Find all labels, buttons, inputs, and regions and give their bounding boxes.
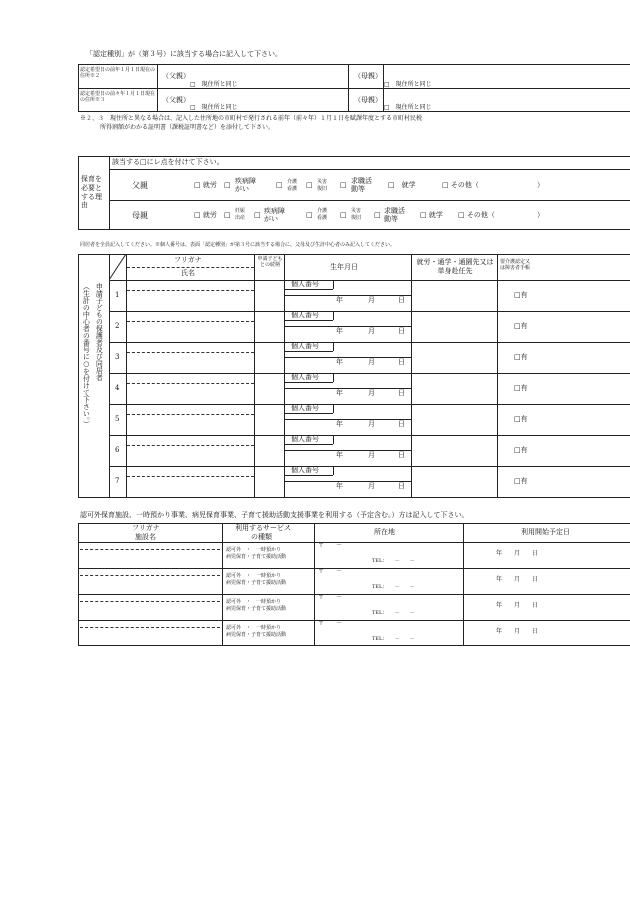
s4-start-date: 年 月 日 <box>496 550 539 557</box>
s2-father-other[interactable]: □ その他（ <box>442 181 479 189</box>
s3-dob-year: 年 <box>336 482 343 490</box>
s3-corner-diagonal <box>109 254 126 280</box>
s3-h-work: 就労・通学・通園先又は単身赴任先 <box>416 258 494 275</box>
s4-svc-line2[interactable]: 病児保育・子育て援助活動 <box>226 606 287 612</box>
s3-dob-day: 日 <box>398 420 405 428</box>
s4-start-date: 年 月 日 <box>496 602 539 609</box>
s2-father-close: ） <box>537 181 544 189</box>
s3-side-label2: 申請子どもの保護者及び同居者 <box>95 283 104 381</box>
s3-dob-year: 年 <box>336 296 343 304</box>
s3-h-name: 氏名 <box>181 269 195 277</box>
s4-tel: TEL： － － <box>372 558 415 564</box>
s2-father-kaigo: 介護看護 <box>287 179 298 192</box>
s3-row-number: 1 <box>115 291 120 299</box>
s3-dob-day: 日 <box>398 296 405 304</box>
s2-mother-kaigo-box[interactable]: □ <box>306 211 313 219</box>
s2-instruction: 該当する□にレ点を付けて下さい。 <box>112 158 224 166</box>
s3-care-checkbox[interactable]: □有 <box>514 291 528 299</box>
s3-care-checkbox[interactable]: □有 <box>514 384 528 392</box>
s3-h-care: 要介護認定又は障害者手帳 <box>499 259 530 272</box>
s3-row-number: 4 <box>115 384 120 392</box>
s3-dob-year: 年 <box>336 389 343 397</box>
s3-care-checkbox[interactable]: □有 <box>514 353 528 361</box>
s3-h-relation: 申請子どもとの続柄 <box>257 256 283 269</box>
s4-svc-line1[interactable]: 認可外 ・ 一時預かり <box>226 599 282 605</box>
s2-mother-shugaku[interactable]: □ 就学 <box>420 211 443 219</box>
s4-postal: 〒 － <box>318 542 343 549</box>
s2-mother-saigai-box[interactable]: □ <box>340 211 347 219</box>
s4-heading: 認可外保育施設、一時預かり事業、病児保育事業、子育て援助活動支援事業を利用する（予定含む。）方は記入して下さい。 <box>80 511 469 519</box>
s2-father-sick-box[interactable]: □ <box>224 181 231 189</box>
s1-note2: 所得割額がわかる証明書（課税証明書など）を添付して下さい。 <box>100 124 275 131</box>
s2-father-shugaku[interactable]: □ 就学 <box>388 181 416 189</box>
s3-side-label: （生計の中心者の番号に○を付けて下さい。） <box>82 283 91 428</box>
s3-kojin-label: 個人番号 <box>291 280 319 288</box>
s3-dob-day: 日 <box>398 451 405 459</box>
s4-h-svc1: 利用するサービス <box>235 524 291 532</box>
s3-dob-day: 日 <box>398 482 405 490</box>
s4-svc-line2[interactable]: 病児保育・子育て援助活動 <box>226 554 287 560</box>
s4-svc-line2[interactable]: 病児保育・子育て援助活動 <box>226 580 287 586</box>
s3-kojin-label: 個人番号 <box>291 373 319 381</box>
s3-kojin-label: 個人番号 <box>291 404 319 412</box>
s2-father-label: 父親 <box>132 181 148 190</box>
s3-row-number: 5 <box>115 415 120 423</box>
s4-h-furigana: フリガナ <box>132 524 160 532</box>
s1-row2-mother: （母親） <box>354 96 382 104</box>
s3-row-number: 3 <box>115 353 120 361</box>
s2-father-kyushoku-box[interactable]: □ <box>340 181 347 189</box>
s3-dob-month: 月 <box>368 482 375 490</box>
s2-side-label: 保育を必要とする理由 <box>81 175 102 210</box>
s1-row2-father-same[interactable]: □ 現住所と同じ <box>190 104 238 111</box>
s4-svc-line2[interactable]: 病児保育・子育て援助活動 <box>226 632 287 638</box>
s1-row2-father: （父親） <box>162 96 190 104</box>
s3-kojin-label: 個人番号 <box>291 466 319 474</box>
s4-start-date: 年 月 日 <box>496 576 539 583</box>
s1-row1-mother-same[interactable]: □ 現住所と同じ <box>384 81 432 88</box>
s2-mother-sick-box[interactable]: □ <box>254 211 261 219</box>
s3-row-number: 7 <box>115 477 120 485</box>
s3-h-dob: 生年月日 <box>330 263 358 271</box>
s3-kojin-label: 個人番号 <box>291 311 319 319</box>
s2-mother-other[interactable]: □ その他（ <box>458 211 495 219</box>
s4-h-addr: 所在地 <box>374 528 395 536</box>
s3-care-checkbox[interactable]: □有 <box>514 322 528 330</box>
s3-care-checkbox[interactable]: □有 <box>514 477 528 485</box>
s2-mother-ninshin-box[interactable]: □ <box>224 211 231 219</box>
s2-father-kyushoku: 求職活動等 <box>351 177 372 194</box>
s1-row1-label: 認定希望日の前年１月１日現在の住所※２ <box>80 67 156 79</box>
s3-h-furigana: フリガナ <box>174 256 202 264</box>
s2-father-sick: 疾病障がい <box>235 177 256 194</box>
s3-dob-year: 年 <box>336 420 343 428</box>
s2-mother-saigai: 災害復旧 <box>351 208 362 221</box>
s3-kojin-label: 個人番号 <box>291 342 319 350</box>
s4-postal: 〒 － <box>318 568 343 575</box>
s3-care-checkbox[interactable]: □有 <box>514 446 528 454</box>
s3-dob-month: 月 <box>368 420 375 428</box>
s3-kojin-label: 個人番号 <box>291 435 319 443</box>
s2-mother-ninshin: 妊娠出産 <box>235 208 246 221</box>
s3-dob-month: 月 <box>368 327 375 335</box>
s2-mother-kaigo: 介護看護 <box>317 208 328 221</box>
s1-row2-label: 認定希望日の前々年１月１日現在の住所※３ <box>80 91 156 103</box>
s2-father-kaigo-box[interactable]: □ <box>276 181 283 189</box>
s1-row1-father: （父親） <box>162 72 190 80</box>
s4-tel: TEL： － － <box>372 584 415 590</box>
s4-postal: 〒 － <box>318 594 343 601</box>
s2-father-saigai-box[interactable]: □ <box>306 181 313 189</box>
s3-dob-year: 年 <box>336 358 343 366</box>
s4-svc-line1[interactable]: 認可外 ・ 一時預かり <box>226 547 282 553</box>
s2-mother-label: 母親 <box>132 211 148 220</box>
s1-heading: 「認定種別」が（第３号）に該当する場合に記入して下さい。 <box>86 50 282 58</box>
s1-row2-mother-same[interactable]: □ 現住所と同じ <box>384 104 432 111</box>
s4-postal: 〒 － <box>318 620 343 627</box>
s2-mother-shuro[interactable]: □ 就労 <box>194 211 217 219</box>
s3-dob-year: 年 <box>336 451 343 459</box>
s3-care-checkbox[interactable]: □有 <box>514 415 528 423</box>
s3-row-number: 6 <box>115 446 120 454</box>
s3-dob-day: 日 <box>398 358 405 366</box>
s3-dob-day: 日 <box>398 389 405 397</box>
s2-mother-kyushoku: 求職活動等 <box>384 207 405 224</box>
s3-dob-month: 月 <box>368 451 375 459</box>
s3-dob-month: 月 <box>368 296 375 304</box>
s4-svc-line1[interactable]: 認可外 ・ 一時預かり <box>226 625 282 631</box>
s4-h-svc2: の種類 <box>251 533 272 541</box>
s2-father-saigai: 災害復旧 <box>317 179 328 192</box>
s4-h-name: 施設名 <box>135 533 156 541</box>
s1-note1: ※２、３ 現住所と異なる場合は、記入した住所地の市町村で発行される前年（前々年）１月１日を賦課年度とする市町村民税 <box>80 115 423 122</box>
s2-mother-close: ） <box>537 211 544 219</box>
s2-mother-kyushoku-box[interactable]: □ <box>374 211 381 219</box>
s3-dob-day: 日 <box>398 327 405 335</box>
s2-mother-sick: 疾病障がい <box>264 207 285 224</box>
s2-father-shuro[interactable]: □ 就労 <box>194 181 217 189</box>
s4-tel: TEL： － － <box>372 610 415 616</box>
s4-h-start: 利用開始予定日 <box>521 528 570 536</box>
s3-row-number: 2 <box>115 322 120 330</box>
s3-dob-month: 月 <box>368 389 375 397</box>
s1-row1-father-same[interactable]: □ 現住所と同じ <box>190 81 238 88</box>
s3-dob-year: 年 <box>336 327 343 335</box>
s3-dob-month: 月 <box>368 358 375 366</box>
s4-start-date: 年 月 日 <box>496 628 539 635</box>
s4-svc-line1[interactable]: 認可外 ・ 一時預かり <box>226 573 282 579</box>
s4-tel: TEL： － － <box>372 636 415 642</box>
s3-note: 同居者を全員記入してください。※個人番号は、表面「認定種別」が第３号に該当する場合に、父母及び生計中心者のみ記入してください。 <box>80 242 396 248</box>
s1-row1-mother: （母親） <box>354 72 382 80</box>
